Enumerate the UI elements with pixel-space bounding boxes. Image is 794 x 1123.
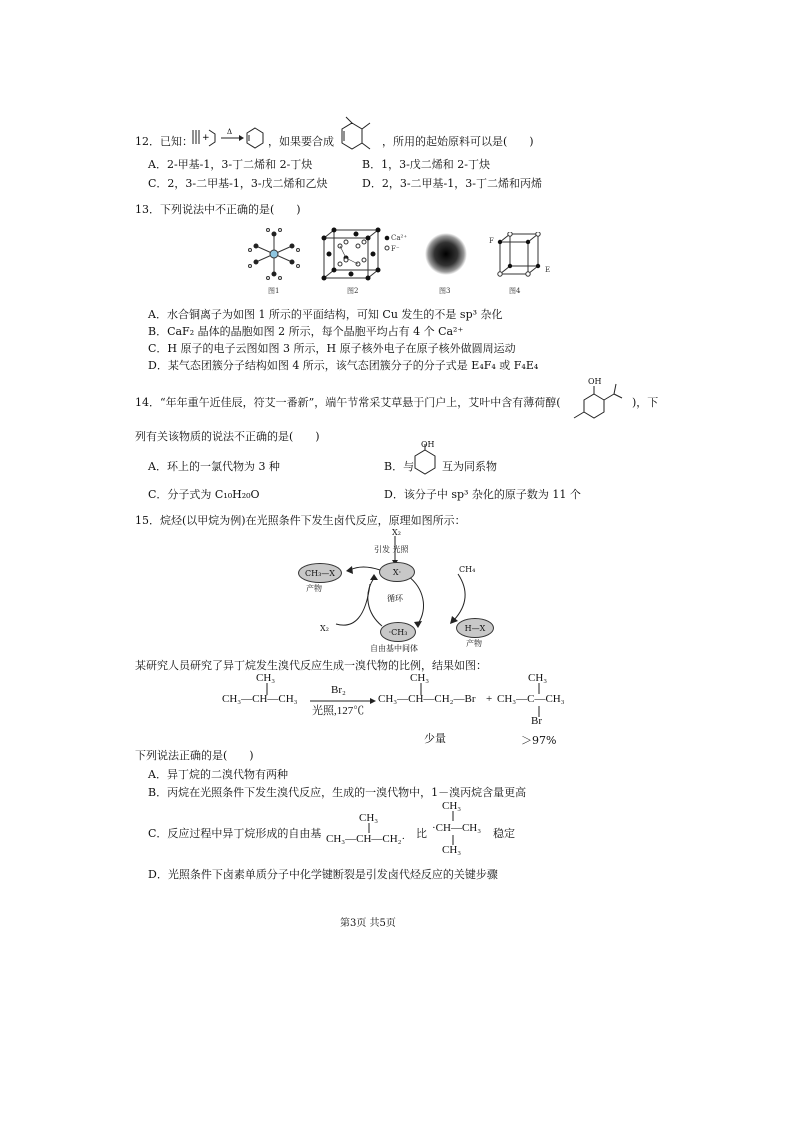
q15-c-rad2-ch3-top: CH₃ bbox=[442, 800, 462, 812]
q15-product2-label: 产物 bbox=[466, 639, 482, 648]
q15-c-rad2-ch3-bottom: CH₃ bbox=[442, 844, 462, 856]
q13-figure-4 bbox=[496, 232, 546, 278]
q13-legend-f: F⁻ bbox=[391, 245, 400, 253]
q15-x-radical-node: X· bbox=[379, 562, 415, 582]
q13-stem: 13．下列说法中不正确的是( ) bbox=[135, 203, 301, 216]
svg-text:+: + bbox=[202, 133, 210, 143]
q15-c-rad1-bond bbox=[364, 823, 374, 833]
q15-ch3x-node: CH₃—X bbox=[298, 563, 342, 583]
q15-reactant: CH₃—CH—CH₃ bbox=[222, 693, 298, 705]
q15-question: 下列说法正确的是( ) bbox=[135, 749, 254, 762]
q15-c-rad1-ch3-top: CH₃ bbox=[359, 812, 379, 824]
q13-option-a: A．水合铜离子为如图 1 所示的平面结构，可知 Cu 发生的不是 sp³ 杂化 bbox=[148, 308, 503, 321]
q15-option-d: D．光照条件下卤素单质分子中化学键断裂是引发卤代烃反应的关键步骤 bbox=[148, 868, 498, 881]
q13-option-d: D．某气态团簇分子结构如图 4 所示，该气态团簇分子的分子式是 E₄F₄ 或 F₄E₄ bbox=[148, 359, 539, 372]
q15-option-b: B．丙烷在光照条件下发生溴代反应，生成的一溴代物中，1－溴丙烷含量更高 bbox=[148, 786, 527, 799]
q12-option-c: C．2，3-二甲基-1，3-戊二烯和乙炔 bbox=[148, 177, 328, 190]
q15-option-c-prefix: C．反应过程中异丁烷形成的自由基 bbox=[148, 827, 322, 840]
page-footer: 第3页 共5页 bbox=[340, 918, 396, 929]
q14-option-c: C．分子式为 C₁₀H₂₀O bbox=[148, 488, 260, 501]
q13-fig1-label: 图1 bbox=[268, 287, 280, 295]
q15-x2-top: X₂ bbox=[392, 528, 401, 537]
q12-reaction-diagram bbox=[191, 124, 267, 150]
q14-stem-line1-end: )，下 bbox=[632, 396, 659, 409]
q15-ch4-label: CH₄ bbox=[459, 565, 476, 574]
q12-middle: ，如果要合成 bbox=[268, 135, 334, 148]
q12-option-b: B．1，3-戊二烯和 2-丁炔 bbox=[362, 158, 491, 171]
q13-figure-2 bbox=[320, 226, 386, 282]
q15-option-c-suffix: 稳定 bbox=[493, 827, 515, 840]
q13-legend-markers bbox=[384, 234, 390, 254]
q14-b-oh-label: OH bbox=[421, 440, 435, 449]
q15-cycle-label: 循环 bbox=[387, 594, 403, 603]
q13-fig4-label: 图4 bbox=[509, 287, 521, 295]
q13-option-b: B．CaF₂ 晶体的晶胞如图 2 所示，每个晶胞平均占有 4 个 Ca²⁺ bbox=[148, 325, 464, 338]
q14-stem-line2: 列有关该物质的说法不正确的是( ) bbox=[135, 430, 320, 443]
q13-option-c: C．H 原子的电子云图如图 3 所示，H 原子核外电子在原子核外做圆周运动 bbox=[148, 342, 516, 355]
q14-oh-label: OH bbox=[588, 377, 602, 386]
q15-ch3-radical-node: ·CH₃ bbox=[380, 622, 416, 642]
q15-product2-ch3-top: CH₃ bbox=[528, 672, 548, 684]
q15-yield-minor: 少量 bbox=[424, 732, 446, 745]
q15-product2: CH₃—C—CH₃ bbox=[497, 693, 565, 705]
q13-fig4-f: F bbox=[489, 237, 494, 245]
q15-product1-label: 产物 bbox=[306, 584, 322, 593]
q12-option-a: A．2-甲基-1，3-丁二烯和 2-丁炔 bbox=[148, 158, 313, 171]
q14-option-a: A．环上的一氯代物为 3 种 bbox=[148, 460, 280, 473]
q15-c-radical2: ·CH—CH₃ bbox=[432, 822, 482, 834]
q12-option-d: D．2，3-二甲基-1，3-丁二烯和丙烯 bbox=[362, 177, 542, 190]
q15-option-c-compare: 比 bbox=[416, 827, 427, 840]
q15-initiation-label: 引发 光照 bbox=[374, 545, 409, 554]
q12-suffix: ，所用的起始原料可以是( ) bbox=[382, 135, 534, 148]
q15-x2-left: X₂ bbox=[320, 624, 329, 633]
q15-hx-node: H—X bbox=[456, 618, 494, 638]
q14-option-b-prefix: B．与 bbox=[384, 460, 415, 473]
q15-research-text: 某研究人员研究了异丁烷发生溴代反应生成一溴代物的比例，结果如图： bbox=[135, 659, 487, 672]
q15-stem: 15．烷烃(以甲烷为例)在光照条件下发生卤代反应，原理如图所示： bbox=[135, 514, 466, 527]
q14-option-d: D．该分子中 sp³ 杂化的原子数为 11 个 bbox=[384, 488, 581, 501]
q12-prefix: 12．已知： bbox=[135, 135, 193, 148]
q15-c-radical1: CH₃—CH—CH₂· bbox=[326, 833, 406, 845]
q15-plus: + bbox=[486, 693, 493, 705]
q12-target-structure bbox=[330, 115, 380, 159]
q15-reagent: Br₂ bbox=[331, 684, 346, 696]
q14-option-b-suffix: 互为同系物 bbox=[442, 460, 497, 473]
q12-delta: Δ bbox=[227, 128, 233, 136]
q15-yield-major: ＞97% bbox=[521, 734, 557, 747]
q15-product2-br: Br bbox=[531, 715, 542, 727]
q15-product1: CH₃—CH—CH₂—Br bbox=[378, 693, 476, 705]
q13-figure-3 bbox=[424, 232, 468, 276]
q15-reactant-ch3-top: CH₃ bbox=[256, 672, 276, 684]
q13-figure-1 bbox=[246, 226, 306, 282]
q13-fig4-e: E bbox=[545, 266, 551, 274]
q15-conditions: 光照,127℃ bbox=[312, 705, 365, 717]
q13-fig3-label: 图3 bbox=[439, 287, 451, 295]
q13-legend-ca: Ca²⁺ bbox=[391, 234, 408, 242]
q13-fig2-label: 图2 bbox=[347, 287, 359, 295]
q15-product1-ch3-top: CH₃ bbox=[410, 672, 430, 684]
q14-stem-line1: 14．“年年重午近佳辰，符艾一番新”，端午节常采艾草悬于门户上，艾叶中含有薄荷醇( bbox=[135, 396, 561, 409]
q15-option-a: A．异丁烷的二溴代物有两种 bbox=[148, 768, 288, 781]
q15-intermediate-label: 自由基中间体 bbox=[370, 644, 418, 653]
